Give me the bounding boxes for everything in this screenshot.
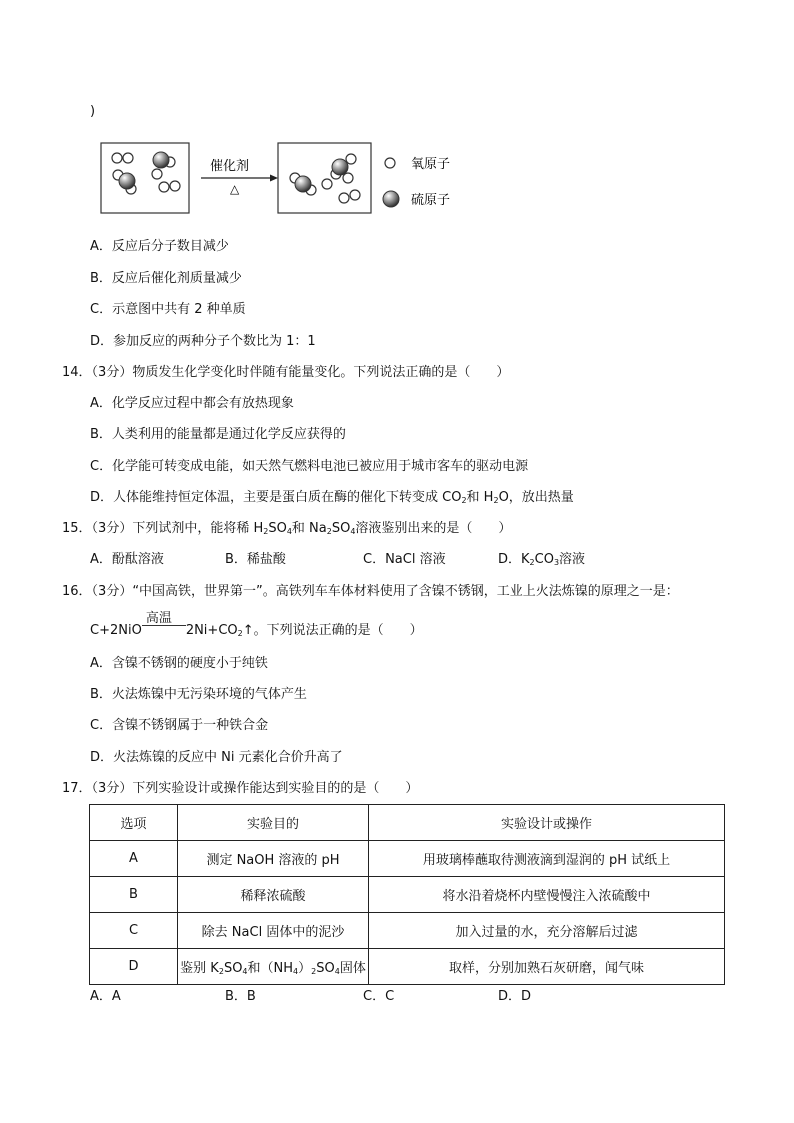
table-row — [90, 949, 725, 985]
q17-option-b: B．B — [225, 989, 256, 1004]
oxygen-legend-label: 氧原子 — [411, 157, 451, 172]
experiment-table — [89, 804, 725, 985]
table-row — [90, 913, 725, 949]
catalyst-label: 催化剂 — [210, 159, 250, 174]
oxygen-atom — [159, 182, 169, 192]
q13-option-a: A．反应后分子数目减少 — [90, 239, 229, 254]
row-purpose: 稀释浓硫酸 — [178, 877, 369, 913]
q13-paren: ) — [90, 104, 96, 119]
q14-stem: 14．（3分）物质发生化学变化时伴随有能量变化。下列说法正确的是（ ） — [62, 365, 510, 380]
q14-option-c: C．化学能可转变成电能，如天然气燃料电池已被应用于城市客车的驱动电源 — [90, 459, 529, 474]
sulfur-atom — [119, 173, 135, 189]
header-operation: 实验设计或操作 — [369, 805, 725, 841]
row-label: C — [90, 913, 178, 949]
q17-stem: 17．（3分）下列实验设计或操作能达到实验目的的是（ ） — [62, 781, 419, 796]
oxygen-atom — [152, 169, 162, 179]
q13-option-c: C．示意图中共有 2 种单质 — [90, 302, 246, 317]
q14-option-a: A．化学反应过程中都会有放热现象 — [90, 396, 294, 411]
header-purpose: 实验目的 — [178, 805, 369, 841]
oxygen-atom — [123, 153, 133, 163]
row-label: B — [90, 877, 178, 913]
row-operation: 用玻璃棒蘸取待测液滴到湿润的 pH 试纸上 — [369, 841, 725, 877]
oxygen-atom — [322, 179, 332, 189]
row-operation: 将水沿着烧杯内壁慢慢注入浓硫酸中 — [369, 877, 725, 913]
oxygen-atom — [339, 193, 349, 203]
oxygen-atom — [350, 190, 360, 200]
table-row — [90, 877, 725, 913]
q15-stem: 15．（3分）下列试剂中，能将稀 $H_2SO_4$和 $Na_2SO_4$溶液鉴别出来的是（ ） — [62, 521, 512, 536]
table-header-row — [90, 805, 725, 841]
q16-option-c: C．含镍不锈钢属于一种铁合金 — [90, 718, 269, 733]
oxygen-legend-icon — [385, 158, 395, 168]
oxygen-atom — [170, 181, 180, 191]
sulfur-atom — [332, 159, 348, 175]
q15-option-d: D．$K_2CO_3$溶液 — [498, 552, 586, 567]
q15-options — [90, 551, 690, 569]
reaction-diagram — [100, 140, 470, 220]
row-label: A — [90, 841, 178, 877]
q16-equation: C+2NiO 高温 $2Ni+CO_2↑$。下列说法正确的是（ ） — [90, 611, 423, 638]
sulfur-atom — [295, 176, 311, 192]
q17-option-a: A．A — [90, 989, 121, 1004]
row-operation: 加入过量的水，充分溶解后过滤 — [369, 913, 725, 949]
row-purpose: 鉴别 $K_2SO_4$和$(NH_4)_2SO_4$固体 — [178, 949, 369, 985]
q13-option-b: B．反应后催化剂质量减少 — [90, 271, 242, 286]
row-label: D — [90, 949, 178, 985]
sulfur-atom — [153, 152, 169, 168]
table-row — [90, 841, 725, 877]
q17-option-d: D．D — [498, 989, 532, 1004]
oxygen-atom — [346, 154, 356, 164]
q15-option-b: B．稀盐酸 — [225, 552, 286, 567]
reaction-condition: 高温 — [142, 622, 186, 640]
q17-answers — [90, 988, 690, 1006]
q14-option-b: B．人类利用的能量都是通过化学反应获得的 — [90, 427, 346, 442]
q17-option-c: C．C — [363, 989, 395, 1004]
row-purpose: 除去 NaCl 固体中的泥沙 — [178, 913, 369, 949]
oxygen-atom — [112, 153, 122, 163]
q14-option-d: D．人体能维持恒定体温，主要是蛋白质在酶的催化下转变成 $CO_2$和 $H_2O$，放出热量 — [90, 490, 574, 505]
row-operation: 取样，分别加熟石灰研磨，闻气味 — [369, 949, 725, 985]
oxygen-atom — [343, 173, 353, 183]
q16-option-d: D．火法炼镍的反应中 Ni 元素化合价升高了 — [90, 750, 343, 765]
header-option: 选项 — [90, 805, 178, 841]
sulfur-legend-label: 硫原子 — [411, 193, 451, 208]
q13-option-d: D．参加反应的两种分子个数比为 1：1 — [90, 334, 316, 349]
heat-symbol: △ — [230, 182, 240, 196]
q15-option-c: C．NaCl 溶液 — [363, 552, 446, 567]
q16-stem: 16．（3分）“中国高铁，世界第一”。高铁列车车体材料使用了含镍不锈钢，工业上火法炼镍的原理之一是： — [62, 584, 679, 599]
sulfur-legend-icon — [383, 191, 399, 207]
row-purpose: 测定 NaOH 溶液的 pH — [178, 841, 369, 877]
q15-option-a: A．酚酞溶液 — [90, 552, 164, 567]
q16-option-a: A．含镍不锈钢的硬度小于纯铁 — [90, 656, 268, 671]
q16-option-b: B．火法炼镍中无污染环境的气体产生 — [90, 687, 307, 702]
